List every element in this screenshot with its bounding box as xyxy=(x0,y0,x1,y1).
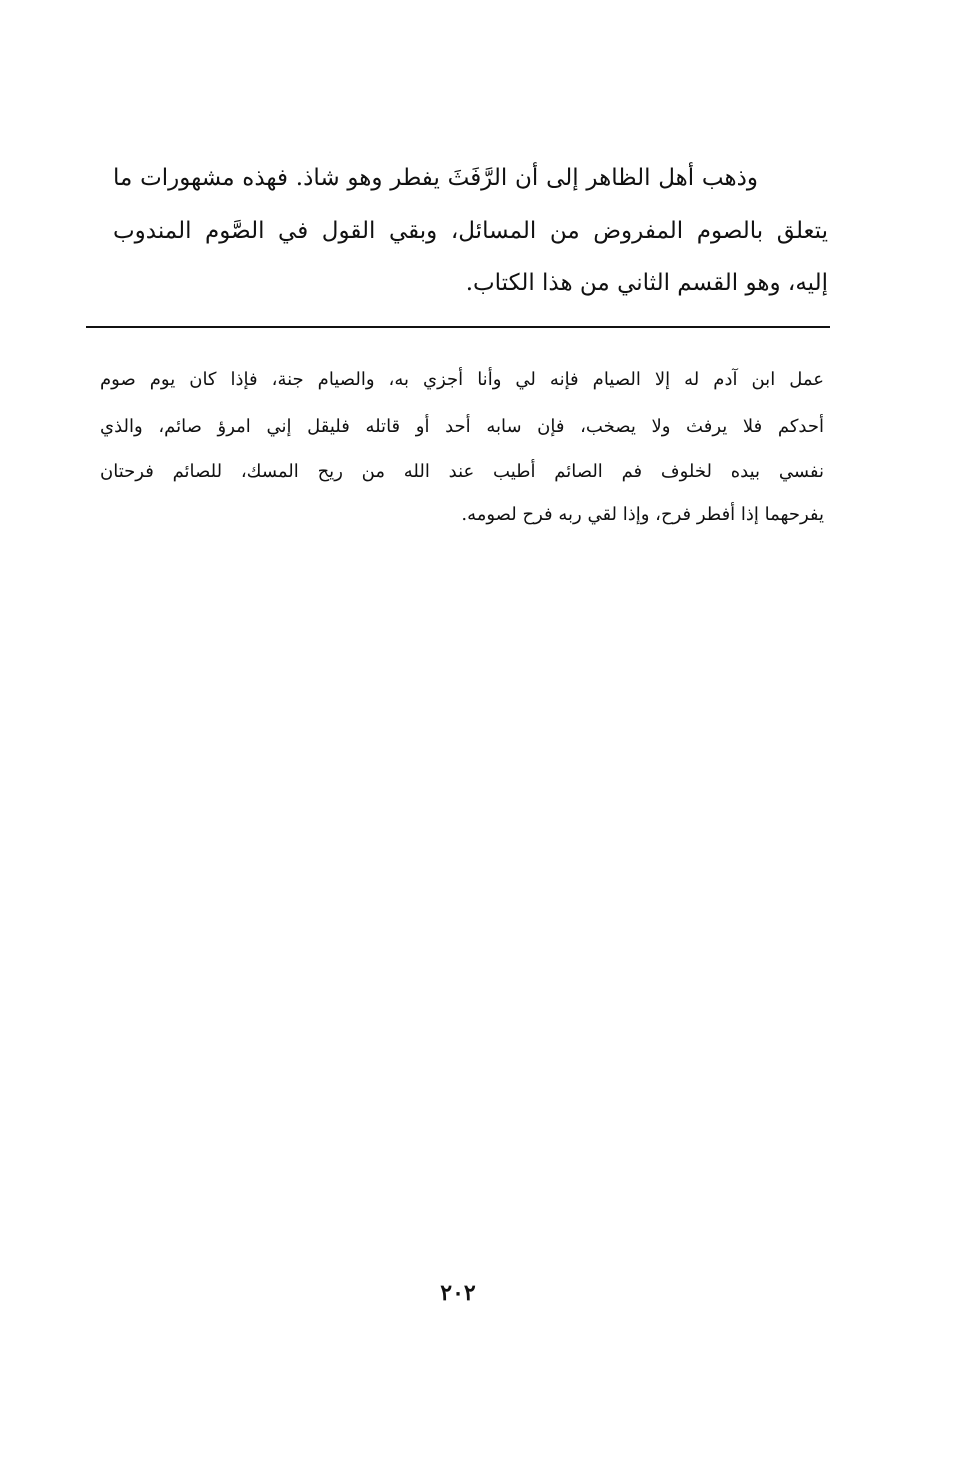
footnote-separator xyxy=(86,326,830,328)
main-text-line-1: وذهب أهل الظاهر إلى أن الرَّفَثَ يفطر وهو شاذ. فهذه مشهورات ما xyxy=(113,165,758,191)
main-text-line-2: يتعلق بالصوم المفروض من المسائل، وبقي القول في الصَّوم المندوب xyxy=(113,218,828,244)
main-text-line-3: إليه، وهو القسم الثاني من هذا الكتاب. xyxy=(465,270,828,296)
footnote-line-3: نفسي بيده لخلوف فم الصائم أطيب عند الله من ريح المسك، للصائم فرحتان xyxy=(100,461,824,482)
footnote-line-2: أحدكم فلا يرفث ولا يصخب، فإن سابه أحد أو قاتله فليقل إني امرؤ صائم، والذي xyxy=(100,416,824,437)
footnote-line-1: عمل ابن آدم له إلا الصيام فإنه لي وأنا أجزي به، والصيام جنة، فإذا كان يوم صوم xyxy=(100,369,824,390)
page-number: ٢٠٢ xyxy=(440,1280,476,1306)
footnote-line-4: يفرحهما إذا أفطر فرح، وإذا لقي ربه فرح لصومه. xyxy=(461,504,824,525)
